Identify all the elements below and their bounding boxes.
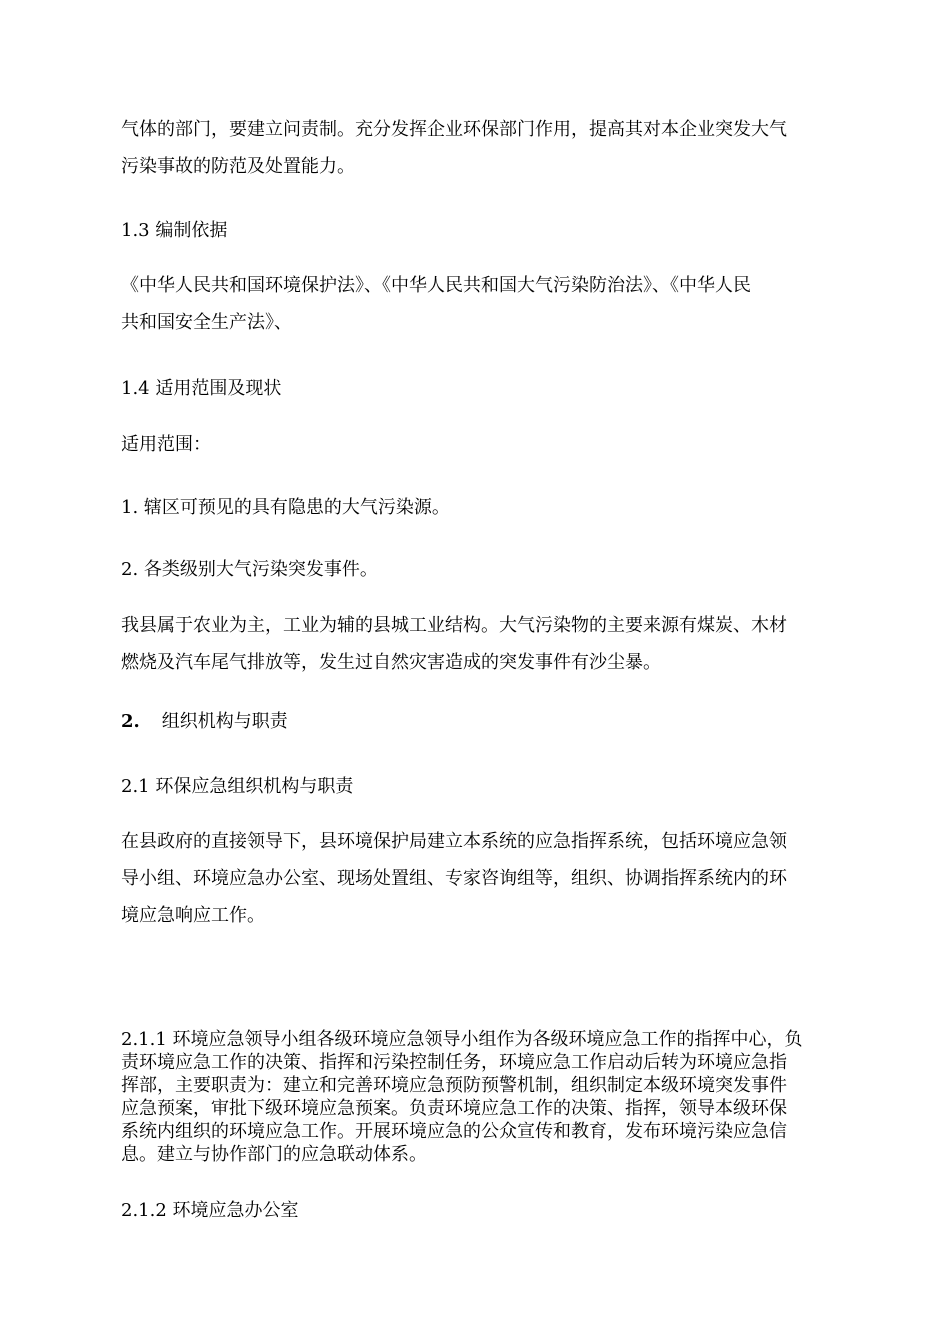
paragraph-line: 责环境应急工作的决策、指挥和污染控制任务，环境应急工作启动后转为环境应急指	[121, 1052, 787, 1073]
section-heading-1-3: 1.3 编制依据	[121, 220, 228, 241]
heading-number: 2.	[121, 711, 140, 732]
paragraph-line: 境应急响应工作。	[121, 905, 265, 926]
paragraph-line: 气体的部门，要建立问责制。充分发挥企业环保部门作用，提高其对本企业突发大气	[121, 119, 787, 140]
heading-title: 组织机构与职责	[161, 711, 288, 732]
section-heading-2-1-2: 2.1.2 环境应急办公室	[121, 1200, 299, 1221]
list-item: 2. 各类级别大气污染突发事件。	[121, 559, 378, 580]
paragraph-line: 导小组、环境应急办公室、现场处置组、专家咨询组等，组织、协调指挥系统内的环	[121, 868, 787, 889]
list-item: 1. 辖区可预见的具有隐患的大气污染源。	[121, 497, 450, 518]
paragraph-line: 污染事故的防范及处置能力。	[121, 156, 355, 177]
scope-label: 适用范围：	[121, 434, 211, 455]
paragraph-line: 我县属于农业为主，工业为辅的县城工业结构。大气污染物的主要来源有煤炭、木材	[121, 615, 787, 636]
paragraph-line: 挥部，主要职责为：建立和完善环境应急预防预警机制，组织制定本级环境突发事件	[121, 1075, 787, 1096]
paragraph-line: 息。建立与协作部门的应急联动体系。	[121, 1144, 427, 1165]
section-heading-2-1: 2.1 环保应急组织机构与职责	[121, 776, 354, 797]
paragraph-line: 燃烧及汽车尾气排放等，发生过自然灾害造成的突发事件有沙尘暴。	[121, 652, 661, 673]
paragraph-line: 在县政府的直接领导下，县环境保护局建立本系统的应急指挥系统，包括环境应急领	[121, 831, 787, 852]
paragraph-line: 系统内组织的环境应急工作。开展环境应急的公众宣传和教育，发布环境污染应急信	[121, 1121, 787, 1142]
section-heading-1-4: 1.4 适用范围及现状	[121, 378, 282, 399]
paragraph-line: 《中华人民共和国环境保护法》、《中华人民共和国大气污染防治法》、《中华人民	[121, 275, 751, 296]
paragraph-line: 共和国安全生产法》、	[121, 312, 292, 333]
section-heading-2	[121, 710, 288, 734]
paragraph-line: 应急预案，审批下级环境应急预案。负责环境应急工作的决策、指挥，领导本级环保	[121, 1098, 787, 1119]
paragraph-line: 2.1.1 环境应急领导小组各级环境应急领导小组作为各级环境应急工作的指挥中心，负	[121, 1029, 803, 1050]
